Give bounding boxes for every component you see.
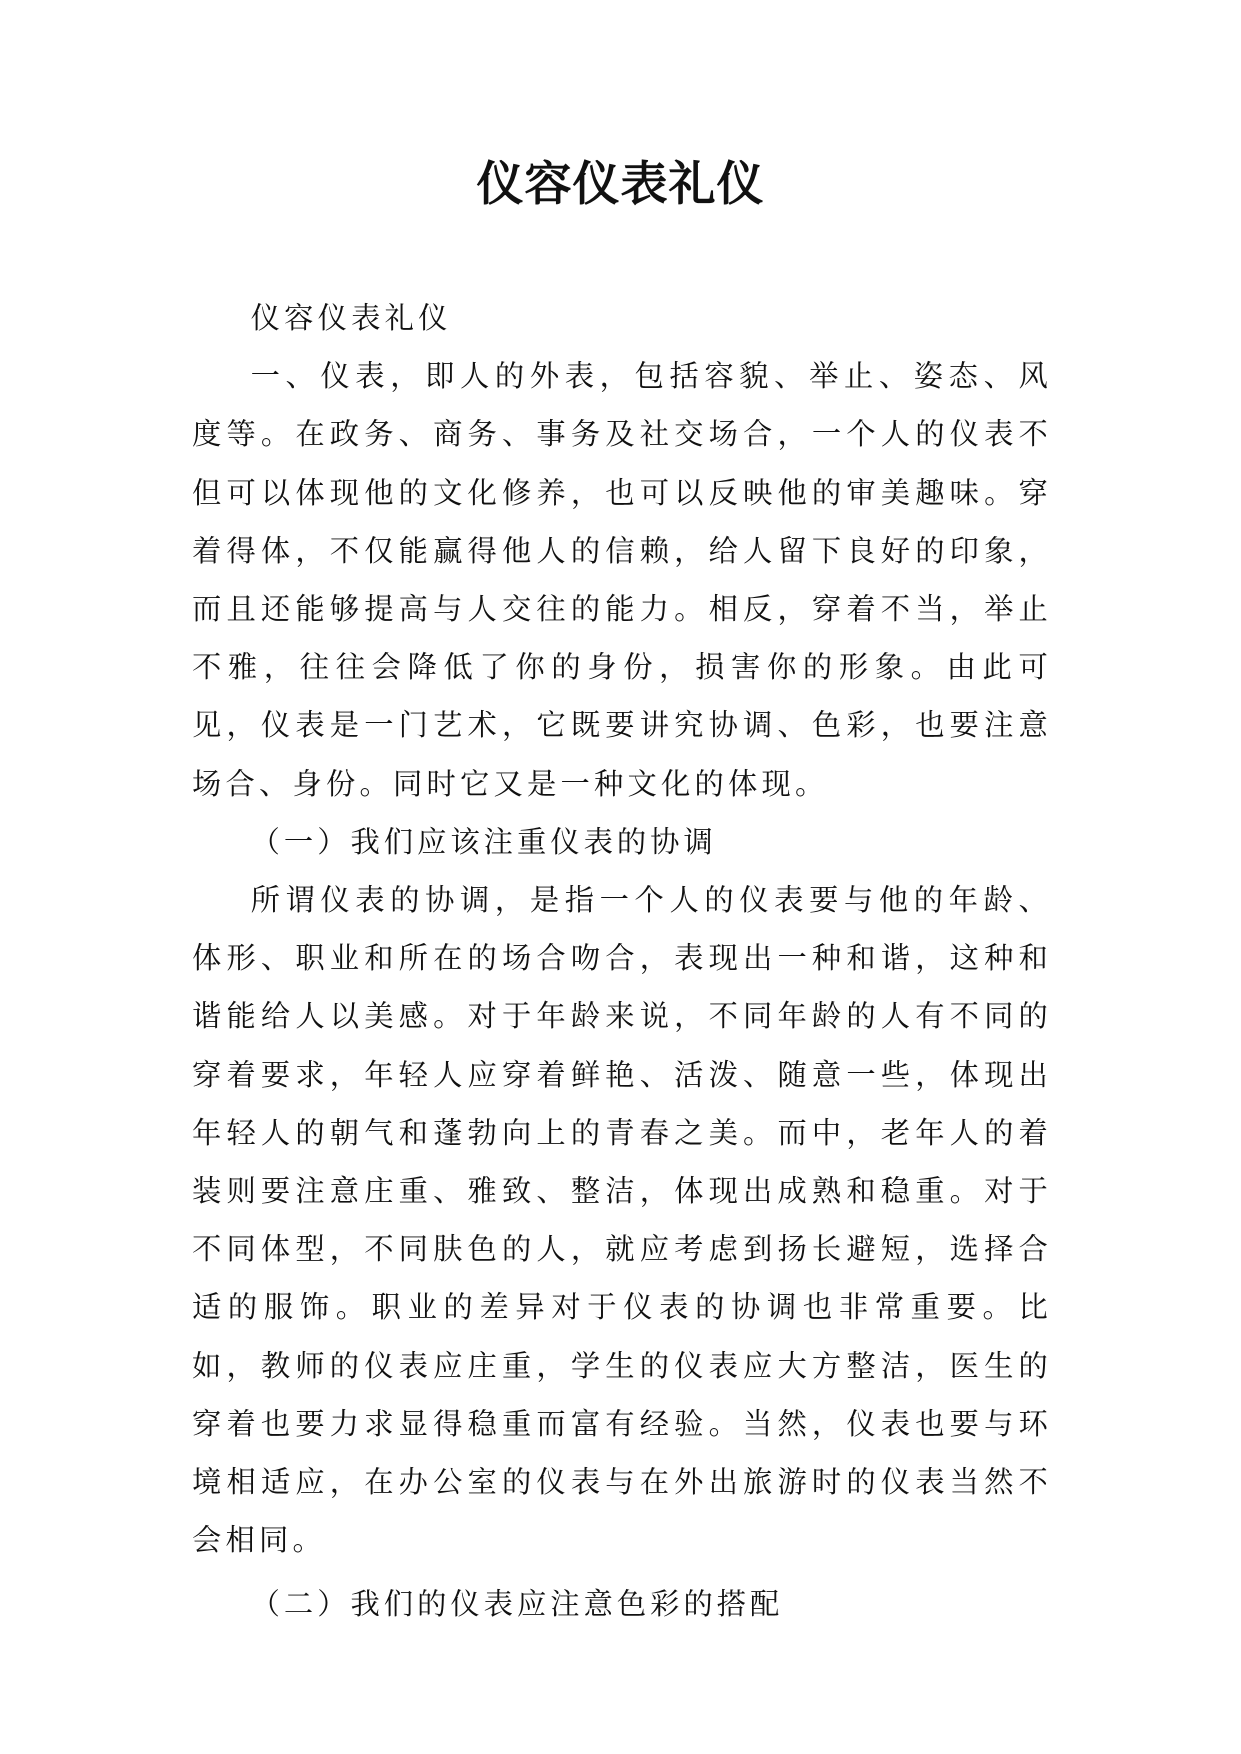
section-heading-2: （二）我们的仪表应注意色彩的搭配 — [250, 1587, 784, 1622]
paragraph-intro: 一、仪表，即人的外表，包括容貌、举止、姿态、风度等。在政务、商务、事务及社交场合，一个人的仪表不但可以体现他的文化修养，也可以反映他的审美趣味。穿着得体，不仅能赢得他人的信赖，给人留下良好的印象，而且还能够提高与人交往的能力。相反，穿着不当，举止不雅，往往会降低了你的身份，损害你的形象。由此可见，仪表是一门艺术，它既要讲究协调、色彩，也要注意场合、身份。同时它又是一种文化的体现。 — [192, 359, 1052, 801]
document-body — [192, 289, 1052, 1634]
paragraph-subtitle: 仪容仪表礼仪 — [250, 301, 452, 335]
document-title: 仪容仪表礼仪 — [476, 157, 765, 212]
paragraph-coordination: 所谓仪表的协调，是指一个人的仪表要与他的年龄、体形、职业和所在的场合吻合，表现出一种和谐，这种和谐能给人以美感。对于年龄来说，不同年龄的人有不同的穿着要求，年轻人应穿着鲜艳、活泼、随意一些，体现出年轻人的朝气和蓬勃向上的青春之美。而中，老年人的着装则要注意庄重、雅致、整洁，体现出成熟和稳重。对于不同体型，不同肤色的人，就应考虑到扬长避短，选择合适的服饰。职业的差异对于仪表的协调也非常重要。比如，教师的仪表应庄重，学生的仪表应大方整洁，医生的穿着也要力求显得稳重而富有经验。当然，仪表也要与环境相适应，在办公室的仪表与在外出旅游时的仪表当然不会相同。 — [192, 883, 1052, 1558]
section-heading-1: （一）我们应该注重仪表的协调 — [250, 824, 717, 859]
